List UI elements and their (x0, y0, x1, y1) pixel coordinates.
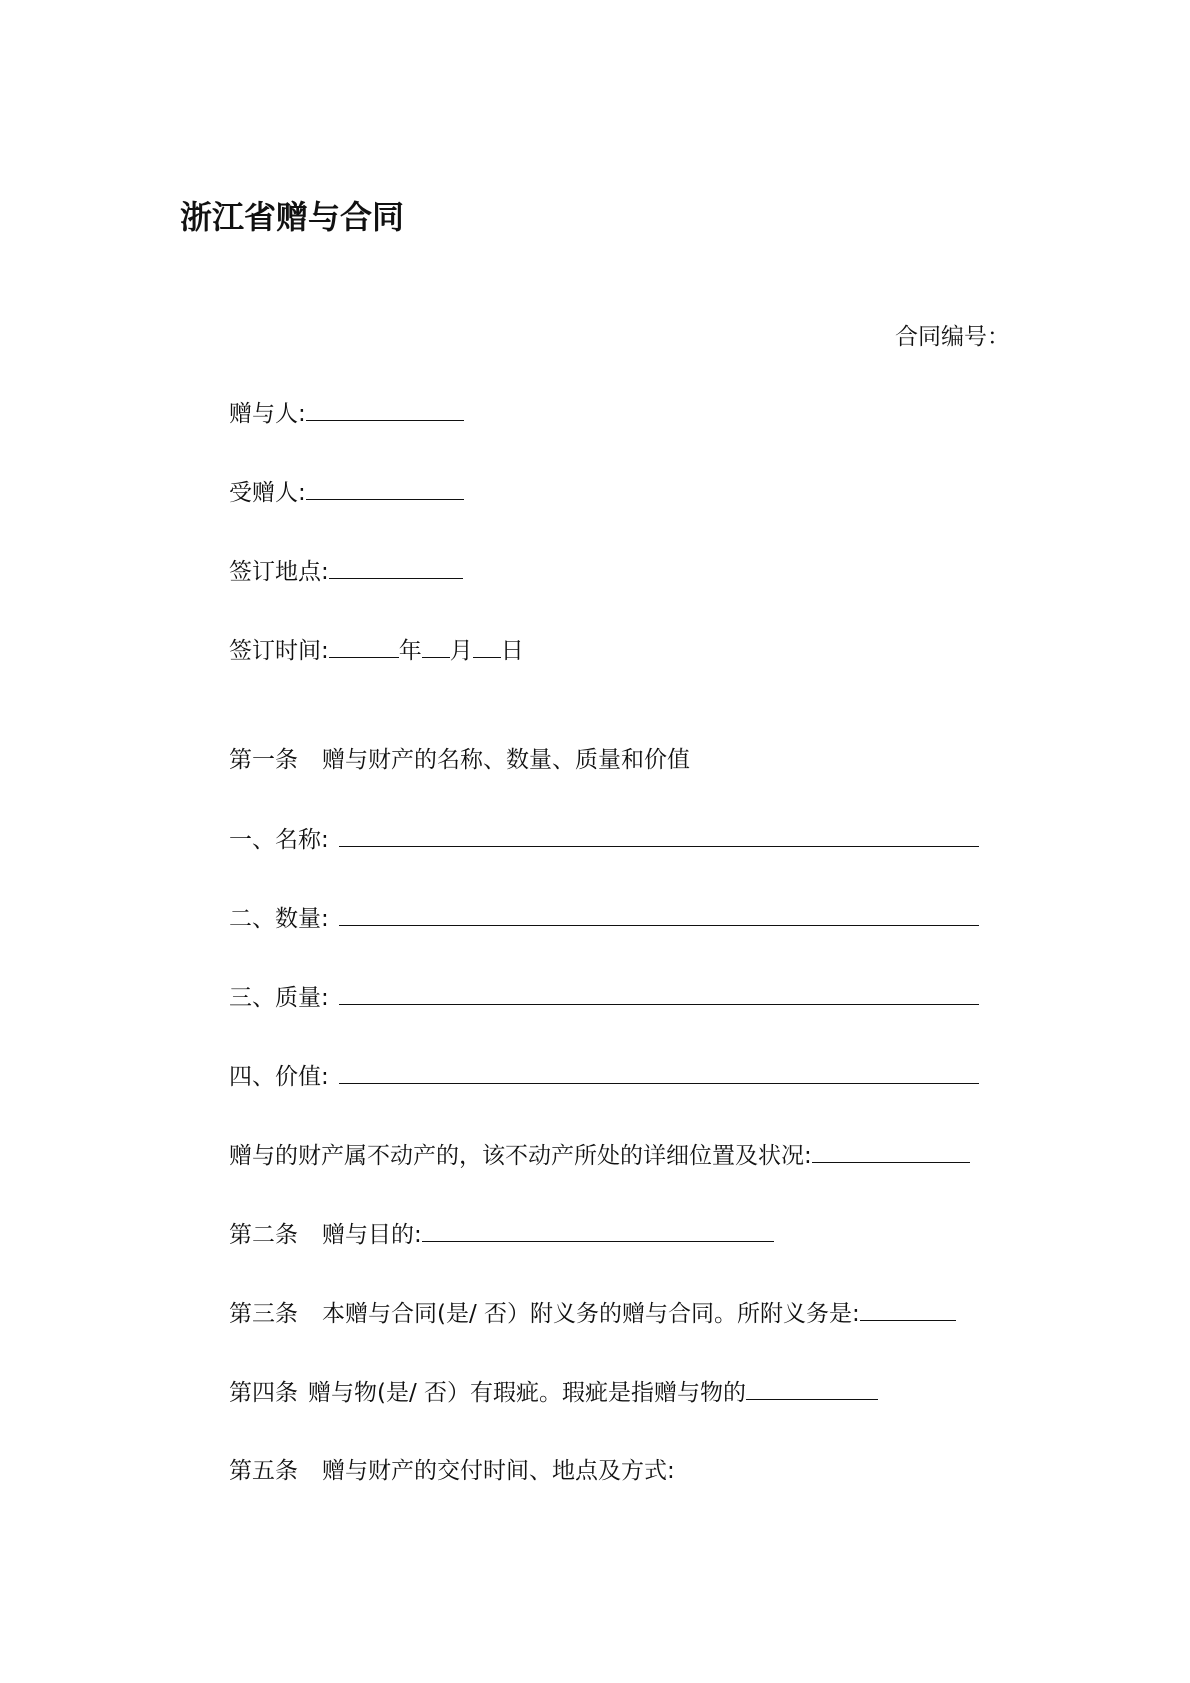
defect-blank[interactable] (746, 1377, 878, 1400)
item-name-line (229, 824, 979, 855)
item-quantity-blank[interactable] (339, 903, 979, 926)
donor-label: 赠与人: (229, 401, 306, 427)
article4-line (229, 1377, 878, 1408)
donor-line (229, 398, 464, 429)
article5-line (229, 1456, 675, 1486)
donee-blank[interactable] (306, 477, 464, 500)
article3-number: 第三条 (229, 1301, 298, 1327)
article5-number: 第五条 (229, 1458, 298, 1484)
realestate-line (229, 1140, 970, 1171)
contract-number-label: 合同编号： (895, 324, 1010, 350)
item-quantity-label: 二、数量: (229, 906, 329, 932)
document-title: 浙江省赠与合同 (180, 198, 405, 236)
item-name-label: 一、名称: (229, 827, 329, 853)
month-blank[interactable] (422, 635, 450, 658)
article1-heading (229, 745, 690, 775)
donor-blank[interactable] (306, 398, 464, 421)
article5-text: 赠与财产的交付时间、地点及方式: (322, 1458, 675, 1484)
year-blank[interactable] (329, 635, 399, 658)
article2-line (229, 1219, 774, 1250)
purpose-blank[interactable] (422, 1219, 774, 1242)
signing-place-label: 签订地点: (229, 559, 329, 585)
donee-label: 受赠人: (229, 480, 306, 506)
signing-time-line (229, 635, 524, 666)
item-value-blank[interactable] (339, 1061, 979, 1084)
item-quality-blank[interactable] (339, 982, 979, 1005)
donee-line (229, 477, 464, 508)
month-label: 月 (449, 638, 473, 664)
signing-place-blank[interactable] (329, 556, 463, 579)
article2-number: 第二条 (229, 1222, 298, 1248)
article1-number: 第一条 (229, 747, 298, 773)
signing-time-label: 签订时间: (229, 638, 329, 664)
article3-line (229, 1298, 956, 1329)
item-name-blank[interactable] (339, 824, 979, 847)
item-quality-label: 三、质量: (229, 985, 329, 1011)
day-blank[interactable] (473, 635, 501, 658)
item-quality-line (229, 982, 979, 1013)
realestate-blank[interactable] (812, 1140, 970, 1163)
item-quantity-line (229, 903, 979, 934)
article4-number: 第四条 (229, 1380, 298, 1406)
article3-text: 本赠与合同(是/ 否）附义务的赠与合同。所附义务是: (322, 1301, 860, 1327)
article1-title: 赠与财产的名称、数量、质量和价值 (322, 747, 690, 773)
article4-text: 赠与物(是/ 否）有瑕疵。瑕疵是指赠与物的 (308, 1380, 747, 1406)
year-label: 年 (398, 638, 422, 664)
obligation-blank[interactable] (860, 1298, 956, 1321)
realestate-label: 赠与的财产属不动产的，该不动产所处的详细位置及状况: (229, 1143, 812, 1169)
day-label: 日 (500, 638, 524, 664)
signing-place-line (229, 556, 463, 587)
article2-label: 赠与目的: (322, 1222, 422, 1248)
item-value-label: 四、价值: (229, 1064, 329, 1090)
item-value-line (229, 1061, 979, 1092)
